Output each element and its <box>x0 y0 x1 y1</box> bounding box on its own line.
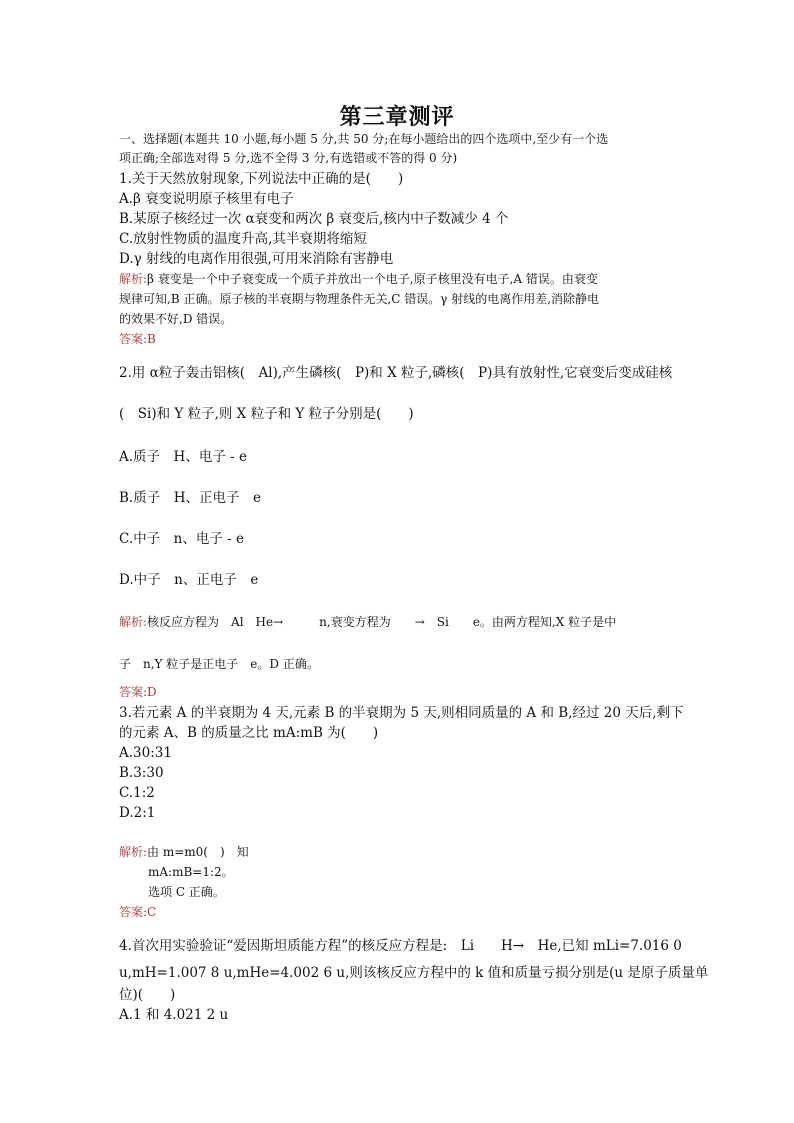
q3-option-d: D.2:1 <box>119 805 156 821</box>
q1-analysis-line-3: 的效果不好,D 错误。 <box>119 312 233 326</box>
q2-analysis-text-1: 核反应方程为 Al He→ n,衰变方程为 → Si e。由两方程知,X 粒子是中 <box>147 615 617 629</box>
q1-analysis-line-1 <box>119 270 598 288</box>
q3-analysis-line-2: mA:mB=1:2。 <box>148 865 234 879</box>
q3-analysis-line-1 <box>119 843 249 861</box>
q3-analysis-label: 解析: <box>119 845 148 859</box>
q1-analysis-label: 解析: <box>119 272 148 286</box>
q4-option-a: A.1 和 4.021 2 u <box>119 1007 229 1023</box>
q1-option-b: B.某原子核经过一次 α衰变和两次 β 衰变后,核内中子数减少 4 个 <box>119 211 509 227</box>
q2-answer: 答案:D <box>119 685 157 699</box>
q1-option-d: D.γ 射线的电离作用很强,可用来消除有害静电 <box>119 251 394 267</box>
q1-analysis-line-2: 规律可知,B 正确。原子核的半衰期与物理条件无关,C 错误。γ 射线的电离作用差,消除静电 <box>119 292 600 306</box>
q2-option-a: A.质子 H、电子 - e <box>119 449 247 465</box>
q2-option-b: B.质子 H、正电子 e <box>119 490 261 506</box>
page-title: 第三章测评 <box>339 105 455 130</box>
q3-analysis-line-3: 选项 C 正确。 <box>148 885 225 899</box>
q4-stem-line-2: u,mH=1.007 8 u,mHe=4.002 6 u,则该核反应方程中的 k 值和质量亏损分别是(u 是原子质量单 <box>119 965 709 981</box>
q3-stem-line-2: 的元素 A、B 的质量之比 mA:mB 为( ) <box>119 725 379 741</box>
q2-option-c: C.中子 n、电子 - e <box>119 531 244 547</box>
q2-stem-line-1: 2.用 α粒子轰击铝核( Al),产生磷核( P)和 X 粒子,磷核( P)具有放射性,它衰变后变成硅核 <box>119 365 673 381</box>
q2-option-d: D.中子 n、正电子 e <box>119 572 259 588</box>
section-intro-line-2: 项正确;全部选对得 5 分,选不全得 3 分,有选错或不答的得 0 分) <box>119 151 458 165</box>
q4-stem-line-1: 4.首次用实验验证“爱因斯坦质能方程”的核反应方程是: Li H→ He,已知 mLi=7.016 0 <box>119 938 682 954</box>
q1-option-a: A.β 衰变说明原子核里有电子 <box>119 191 294 207</box>
q1-option-c: C.放射性物质的温度升高,其半衰期将缩短 <box>119 231 367 247</box>
q3-option-b: B.3:30 <box>119 765 164 781</box>
q2-analysis-label: 解析: <box>119 615 148 629</box>
q2-analysis-line-2: 子 n,Y 粒子是正电子 e。D 正确。 <box>119 657 319 671</box>
q1-analysis-text-1: β 衰变是一个中子衰变成一个质子并放出一个电子,原子核里没有电子,A 错误。由衰变 <box>147 272 598 286</box>
q1-stem: 1.关于天然放射现象,下列说法中正确的是( ) <box>119 171 404 187</box>
q4-stem-line-3: 位)( ) <box>119 987 176 1003</box>
q3-option-c: C.1:2 <box>119 785 155 801</box>
q1-answer: 答案:B <box>119 332 156 346</box>
q3-analysis-text-1: 由 m=m0( ) 知 <box>147 845 249 859</box>
q2-stem-line-2: ( Si)和 Y 粒子,则 X 粒子和 Y 粒子分别是( ) <box>119 406 414 422</box>
section-intro-line-1: 一、选择题(本题共 10 小题,每小题 5 分,共 50 分;在每小题给出的四个选项中,至少有一个选 <box>119 132 609 146</box>
q2-analysis-line-1 <box>119 613 616 631</box>
q3-answer: 答案:C <box>119 905 157 919</box>
q3-stem-line-1: 3.若元素 A 的半衰期为 4 天,元素 B 的半衰期为 5 天,则相同质量的 A 和 B,经过 20 天后,剩下 <box>119 705 684 721</box>
q3-option-a: A.30:31 <box>119 745 172 761</box>
